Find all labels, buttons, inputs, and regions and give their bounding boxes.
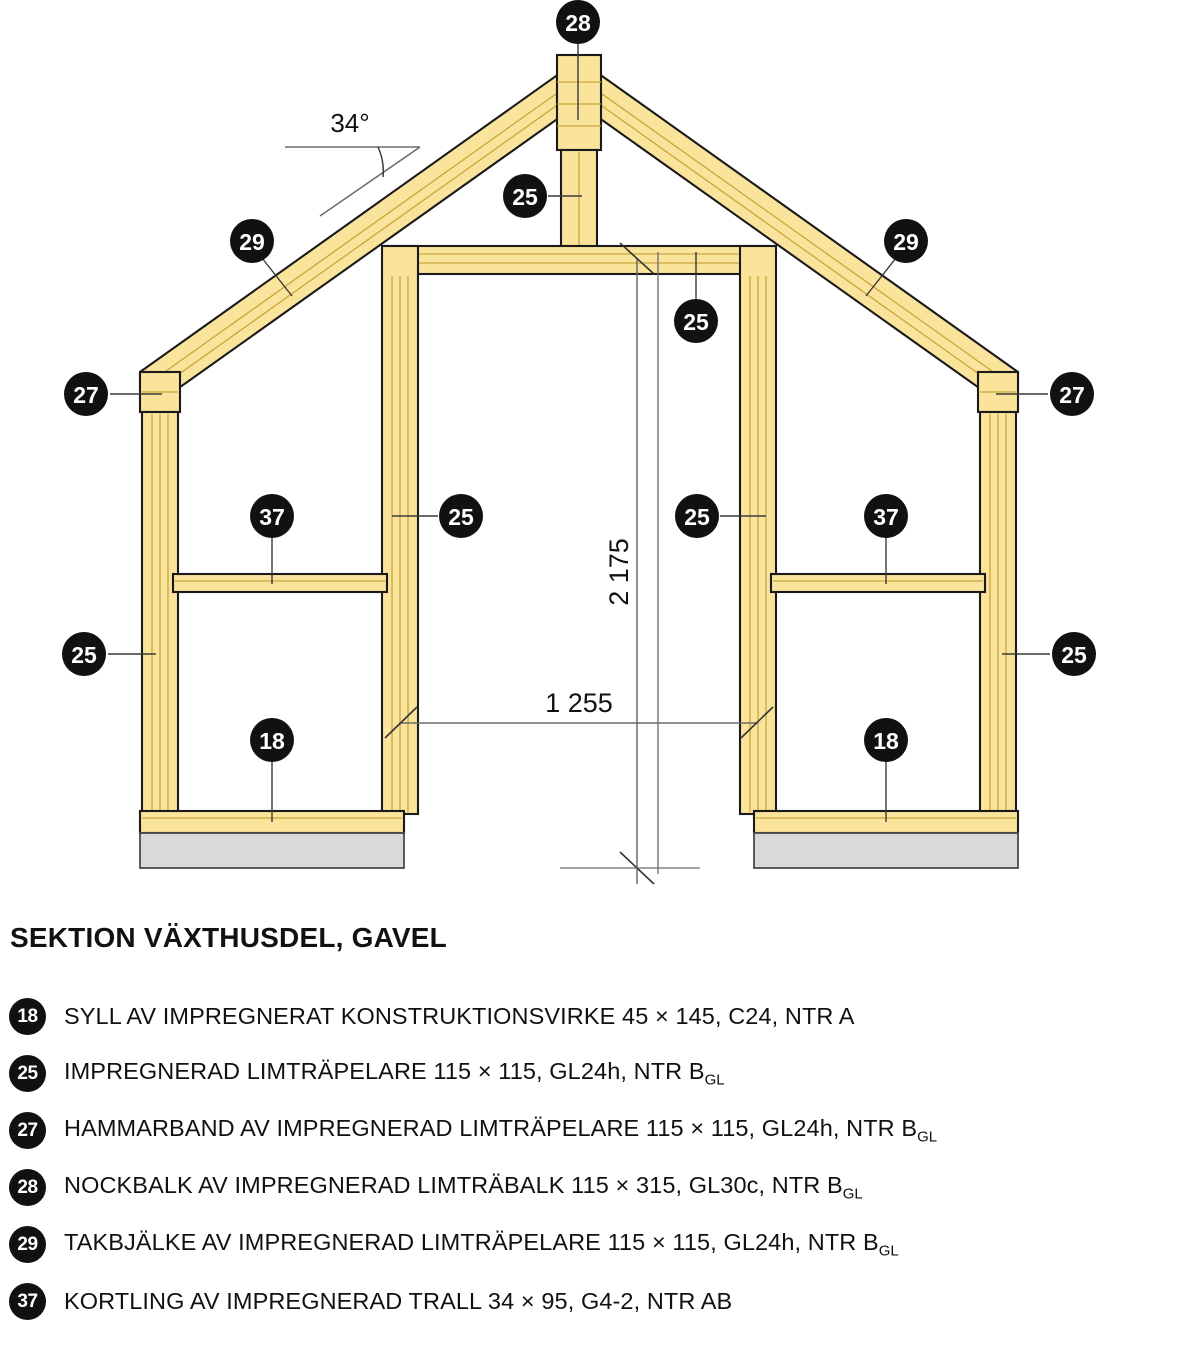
- legend-item-18: [0, 988, 1200, 1045]
- svg-text:25: 25: [684, 504, 710, 530]
- foundation-right: [754, 833, 1018, 868]
- svg-text:25: 25: [512, 184, 538, 210]
- svg-text:27: 27: [1059, 382, 1085, 408]
- legend-item-29: [0, 1216, 1200, 1273]
- hammarband-left-27: [140, 372, 180, 412]
- section-caption-title: SEKTION VÄXTHUSDEL, GAVEL: [10, 922, 447, 953]
- callout-badge-25-tiebeam[interactable]: [674, 299, 718, 343]
- callout-badge-29-rafter-right[interactable]: [884, 219, 928, 263]
- callout-badge-37-kortling-right[interactable]: [864, 494, 908, 538]
- callout-badge-25-kingpost[interactable]: [503, 174, 547, 218]
- legend-label-28: [64, 1172, 863, 1203]
- tie-beam: [384, 246, 774, 274]
- legend-badge-37: 37: [9, 1283, 46, 1320]
- svg-text:29: 29: [893, 229, 919, 255]
- inner-post-left-25: [382, 246, 418, 814]
- callout-badge-25-post-left[interactable]: [439, 494, 483, 538]
- legend-item-28: [0, 1159, 1200, 1216]
- legend-badge-28: 28: [9, 1169, 46, 1206]
- legend-label-27-sub: GL: [917, 1128, 938, 1146]
- legend-item-25: [0, 1045, 1200, 1102]
- callout-badge-25-corner-left[interactable]: [62, 632, 106, 676]
- angle-label: 34°: [330, 108, 370, 138]
- legend-label-25-main: IMPREGNERAD LIMTRÄPELARE 115 × 115, GL24h, NTR B: [64, 1058, 705, 1085]
- legend-label-37: [64, 1288, 732, 1315]
- callout-badge-18-sill-left[interactable]: [250, 718, 294, 762]
- svg-text:25: 25: [448, 504, 474, 530]
- legend-label-25: [64, 1058, 725, 1089]
- ridge-beam-28: [557, 55, 601, 150]
- legend-label-29: [64, 1229, 899, 1260]
- kortling-left-37: [173, 574, 387, 592]
- kortling-right-37: [771, 574, 985, 592]
- corner-post-left-25: [142, 412, 178, 814]
- legend-label-18: [64, 1003, 855, 1030]
- legend-label-27-main: HAMMARBAND AV IMPREGNERAD LIMTRÄPELARE 115 × 115, GL24h, NTR B: [64, 1115, 918, 1142]
- callout-badge-25-post-right[interactable]: [675, 494, 719, 538]
- svg-text:25: 25: [1061, 642, 1087, 668]
- dimension-height-label: 2 175: [604, 538, 634, 606]
- svg-text:25: 25: [683, 309, 709, 335]
- legend-panel: [0, 900, 1200, 1352]
- legend-label-18-main: SYLL AV IMPREGNERAT KONSTRUKTIONSVIRKE 45 × 145, C24, NTR A: [64, 1003, 855, 1029]
- legend-badge-25: 25: [9, 1055, 46, 1092]
- inner-post-right-25: [740, 246, 776, 814]
- corner-post-right-25: [980, 412, 1016, 814]
- svg-text:25: 25: [71, 642, 97, 668]
- svg-text:27: 27: [73, 382, 99, 408]
- legend-badge-18: 18: [9, 998, 46, 1035]
- legend-item-27: [0, 1102, 1200, 1159]
- legend-item-37: [0, 1273, 1200, 1330]
- legend-label-25-sub: GL: [704, 1071, 725, 1089]
- legend-label-27: [64, 1115, 937, 1146]
- legend-item-list: [0, 988, 1200, 1330]
- legend-label-28-sub: GL: [842, 1185, 863, 1203]
- svg-text:18: 18: [873, 728, 899, 754]
- callout-badge-27-hammarband-left[interactable]: [64, 372, 108, 416]
- svg-text:28: 28: [565, 10, 591, 36]
- legend-label-28-main: NOCKBALK AV IMPREGNERAD LIMTRÄBALK 115 × 315, GL30c, NTR B: [64, 1172, 843, 1199]
- svg-text:29: 29: [239, 229, 265, 255]
- legend-label-29-main: TAKBJÄLKE AV IMPREGNERAD LIMTRÄPELARE 115 × 115, GL24h, NTR B: [64, 1229, 879, 1256]
- callout-badge-28-ridge[interactable]: [556, 0, 600, 44]
- callout-badge-18-sill-right[interactable]: [864, 718, 908, 762]
- svg-text:37: 37: [259, 504, 285, 530]
- callout-badge-37-kortling-left[interactable]: [250, 494, 294, 538]
- svg-text:18: 18: [259, 728, 285, 754]
- legend-label-29-sub: GL: [878, 1242, 899, 1260]
- callout-badge-25-corner-right[interactable]: [1052, 632, 1096, 676]
- legend-label-37-main: KORTLING AV IMPREGNERAD TRALL 34 × 95, G4-2, NTR AB: [64, 1288, 733, 1314]
- dimension-width-label: 1 255: [545, 688, 613, 718]
- callout-badge-27-hammarband-right[interactable]: [1050, 372, 1094, 416]
- foundation-left: [140, 833, 404, 868]
- svg-text:37: 37: [873, 504, 899, 530]
- legend-badge-27: 27: [9, 1112, 46, 1149]
- hammarband-right-27: [978, 372, 1018, 412]
- legend-badge-29: 29: [9, 1226, 46, 1263]
- king-post-25: [561, 150, 597, 257]
- rafter-right: [588, 66, 1018, 390]
- callout-badge-29-rafter-left[interactable]: [230, 219, 274, 263]
